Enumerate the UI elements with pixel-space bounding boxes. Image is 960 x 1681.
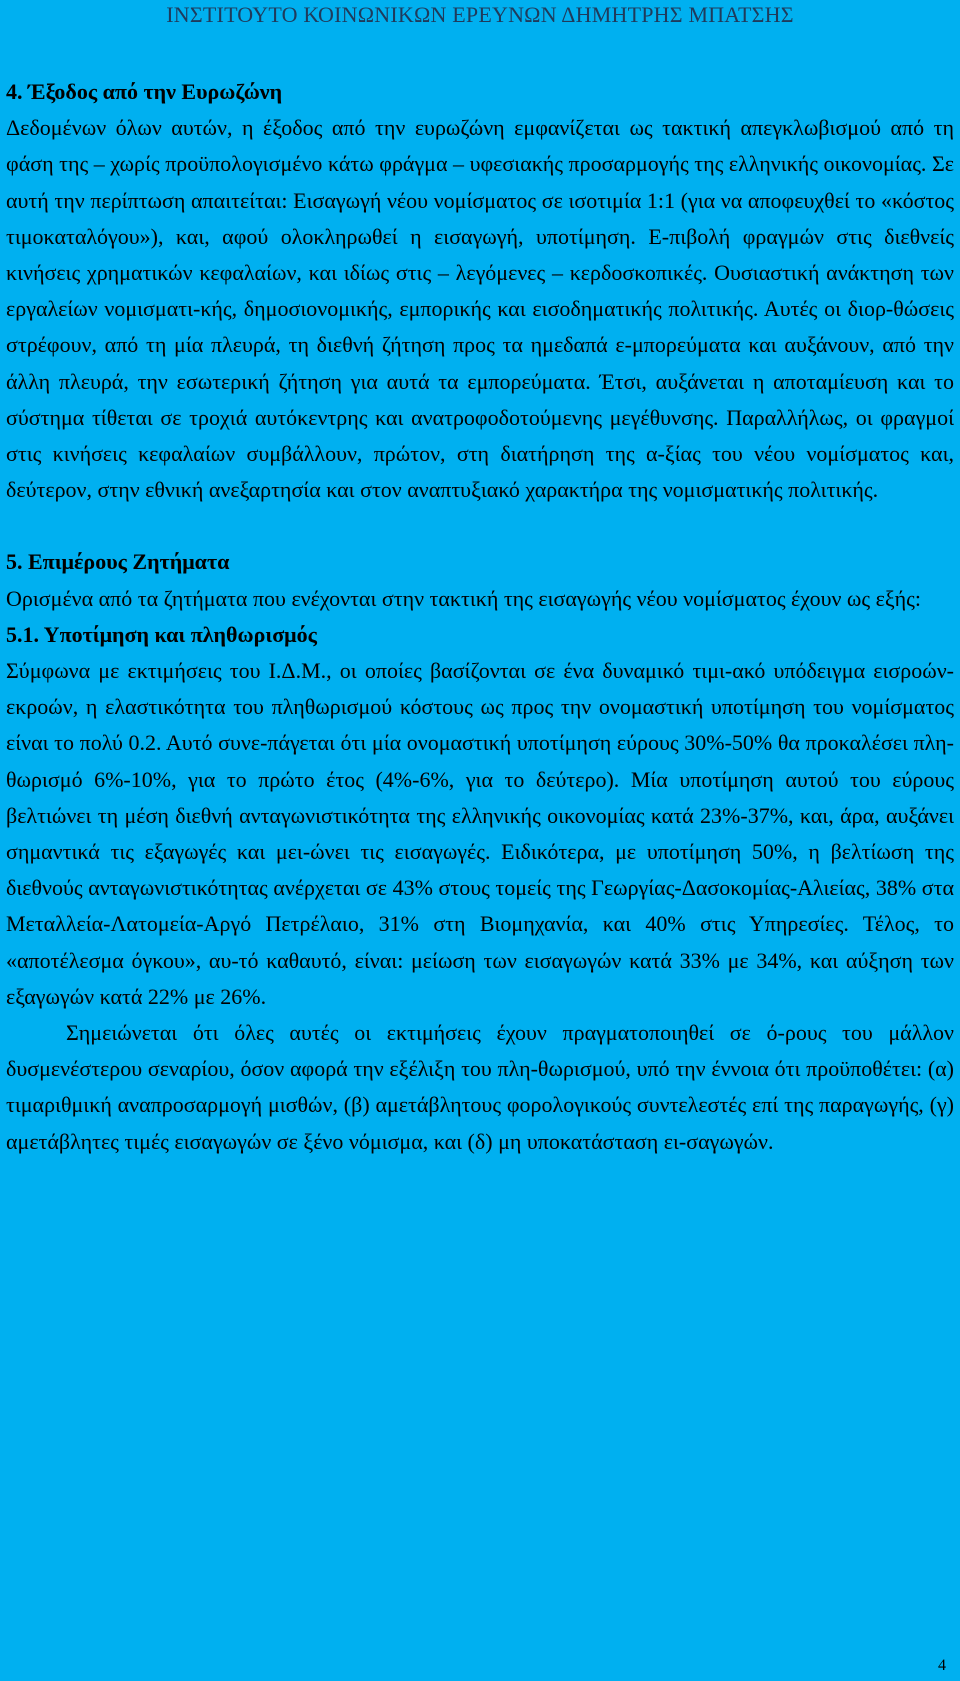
section-5-1-heading: 5.1. Υποτίμηση και πληθωρισμός <box>6 621 317 647</box>
section-4-heading: 4. Έξοδος από την Ευρωζώνη <box>6 79 283 104</box>
section-5-intro: Ορισμένα από τα ζητήματα που ενέχονται στην τακτική της εισαγωγής νέου νομίσματος έχουν ως εξής: <box>6 585 921 611</box>
section-spacer <box>6 508 954 544</box>
section-5-1-paragraph-1: Σύμφωνα με εκτιμήσεις του Ι.Δ.Μ., οι οποίες βασίζονται σε ένα δυναμικό τιμι-ακό υπόδειγμα εισροών-εκροών, η ελαστικότητα του πληθωρισμού κόστους ως προς την ονομαστική υποτίμηση του νομίσματος είναι το πολύ 0.2. Αυτό συνε-πάγεται ότι μία ονομαστική υποτίμηση εύρους 30%-50% θα προκαλέσει πλη-θωρισμό 6%-10%, για το πρώτο έτος (4%-6%, για το δεύτερο). Μία υποτίμηση αυτού του εύρους βελτιώνει τη μέση διεθνή ανταγωνιστικότητα της ελληνικής οικονομίας κατά 23%-37%, και, άρα, αυξάνει σημαντικά τις εξαγωγές και μει-ώνει τις εισαγωγές. Ειδικότερα, με υποτίμηση 50%, η βελτίωση της διεθνούς ανταγωνιστικότητας ανέρχεται σε 43% στους τομείς της Γεωργίας-Δασοκομίας-Αλιείας, 38% στα Μεταλλεία-Λατομεία-Αργό Πετρέλαιο, 31% στη Βιομηχανία, και 40% στις Υπηρεσίες. Τέλος, το «αποτέλεσμα όγκου», αυ-τό καθαυτό, είναι: μείωση των εισαγωγών κατά 33% με 34%, και αύξηση των εξαγωγών κατά 22% με 26%. <box>6 658 954 1009</box>
running-header: ΙΝΣΤΙΤΟΥΤΟ ΚΟΙΝΩΝΙΚΩΝ ΕΡΕΥΝΩΝ ΔΗΜΗΤΡΗΣ ΜΠΑΤΣΗΣ <box>166 2 794 27</box>
document-body <box>6 74 954 1160</box>
page-number: 4 <box>938 1657 946 1674</box>
section-4-paragraph: Δεδομένων όλων αυτών, η έξοδος από την ευρωζώνη εμφανίζεται ως τακτική απεγκλωβισμού από τη φάση της – χωρίς προϋπολογισμένο κάτω φράγμα – υφεσιακής προσαρμογής της ελληνικής οικονομίας. Σε αυτή την περίπτωση απαιτείται: Εισαγωγή νέου νομίσματος σε ισοτιμία 1:1 (για να αποφευχθεί το «κόστος τιμοκαταλόγου»), και, αφού ολοκληρωθεί η εισαγωγή, υποτίμηση. Ε-πιβολή φραγμών στις διεθνείς κινήσεις χρηματικών κεφαλαίων, και ιδίως στις – λεγόμενες – κερδοσκοπικές. Ουσιαστική ανάκτηση των εργαλείων νομισματι-κής, δημοσιονομικής, εμπορικής και εισοδηματικής πολιτικής. Αυτές οι διορ-θώσεις στρέφουν, από τη μία πλευρά, τη διεθνή ζήτηση προς τα ημεδαπά ε-μπορεύματα και αυξάνουν, από την άλλη πλευρά, την εσωτερική ζήτηση για αυτά τα εμπορεύματα. Έτσι, αυξάνεται η αποταμίευση και το σύστημα τίθεται σε τροχιά αυτόκεντρης και ανατροφοδοτούμενης μεγέθυνσης. Παραλλήλως, οι φραγμοί στις κινήσεις κεφαλαίων συμβάλλουν, πρώτον, στη διατήρηση της α-ξίας του νέου νομίσματος και, δεύτερον, στην εθνική ανεξαρτησία και στον αναπτυξιακό χαρακτήρα της νομισματικής πολιτικής. <box>6 115 954 503</box>
section-5-heading: 5. Επιμέρους Ζητήματα <box>6 549 230 575</box>
section-5-1-paragraph-2: Σημειώνεται ότι όλες αυτές οι εκτιμήσεις έχουν πραγματοποιηθεί σε ό-ρους του μάλλον δυσμενέστερου σεναρίου, όσον αφορά την εξέλιξη του πλη-θωρισμού, υπό την έννοια ότι προϋποθέτει: (α) τιμαριθμική αναπροσαρμογή μισθών, (β) αμετάβλητους φορολογικούς συντελεστές επί της παραγωγής, (γ) αμετάβλητες τιμές εισαγωγών σε ξένο νόμισμα, και (δ) μη υποκατάσταση ει-σαγωγών. <box>6 1020 954 1154</box>
